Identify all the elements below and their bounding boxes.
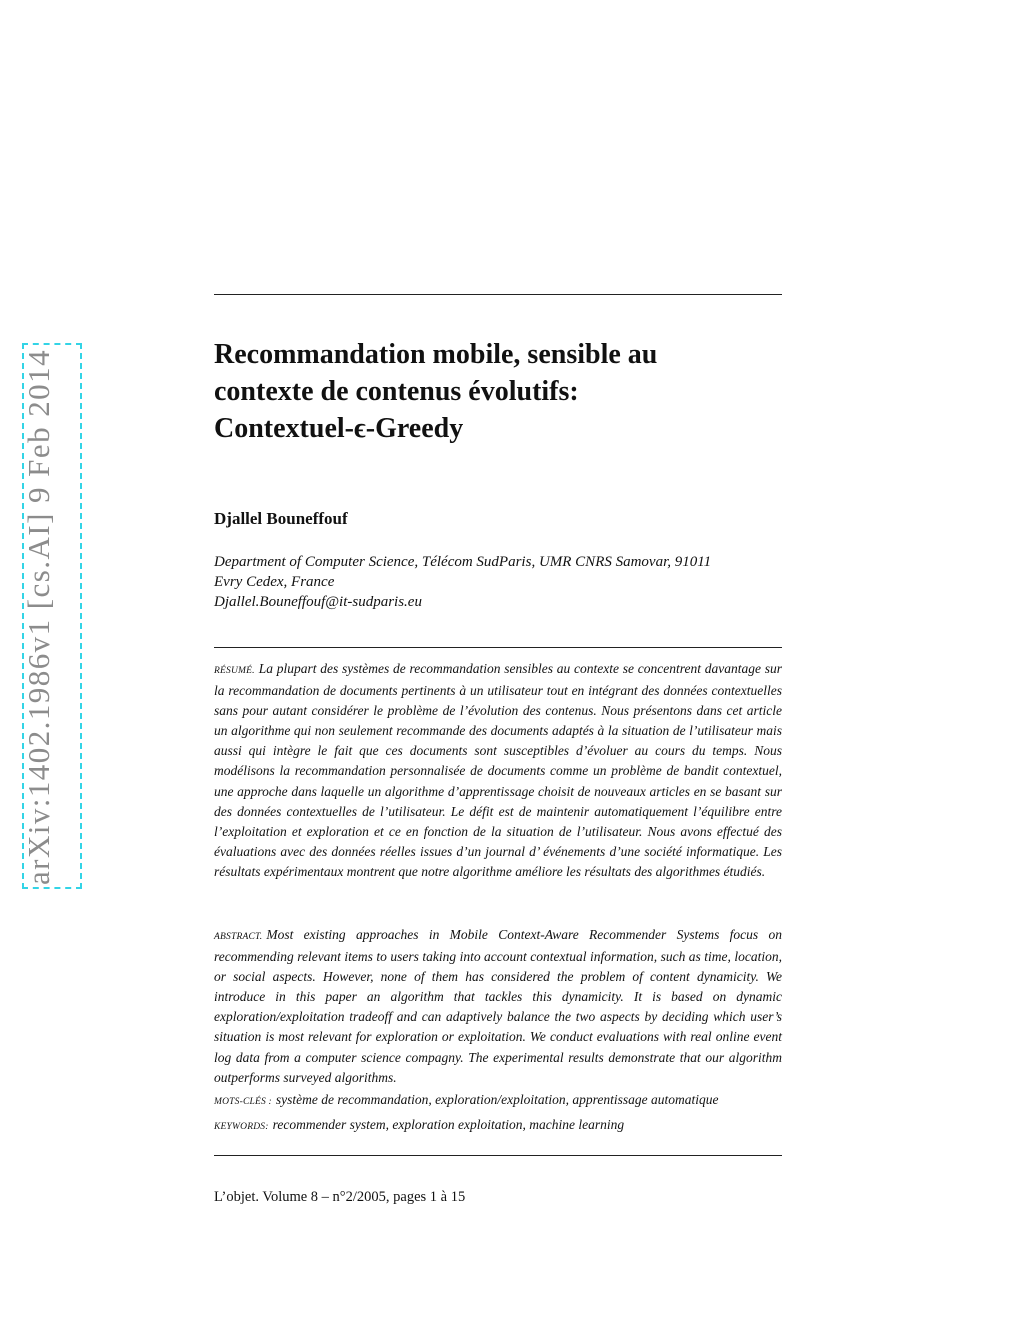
author-email: Djallel.Bouneffouf@it-sudparis.eu [214,594,422,610]
arxiv-identifier: arXiv:1402.1986v1 [cs.AI] 9 Feb 2014 [21,348,56,886]
motscles-text: système de recommandation, exploration/exploitation, apprentissage automatique [275,1092,719,1107]
title-line-1: Recommandation mobile, sensible au [214,339,658,370]
keywords-line [214,1115,782,1137]
middle-rule [214,647,782,648]
journal-citation: L’objet. Volume 8 – n°2/2005, pages 1 à 15 [214,1189,466,1205]
resume-label: RÉSUMÉ. [214,666,255,676]
motscles-line [214,1090,782,1112]
resume-paragraph [214,659,782,882]
abstract-paragraph [214,925,782,1088]
top-rule [214,294,782,295]
title-line-3: Contextuel-ϵ-Greedy [214,413,464,444]
affiliation-line-2: Evry Cedex, France [214,574,335,590]
bottom-rule [214,1155,782,1156]
title-line-2: contexte de contenus évolutifs: [214,376,579,407]
affiliation-line-1: Department of Computer Science, Télécom SudParis, UMR CNRS Samovar, 91011 [214,554,712,570]
author-affiliation [214,552,782,612]
resume-text: La plupart des systèmes de recommandation sensibles au contexte se concentrent davantage sur la recommandation de documents pertinents à un utilisateur tout en intégrant des données contextuelles sans pour autant considérer le problème de l’évolution des contenus. Nous présentons dans cet article un algorithme qui non seulement recommande des documents adaptés à la situation de l’utilisateur mais aussi qui intègre le fait que ces documents sont susceptibles d’évoluer au cours du temps. Nous modélisons la recommandation personnalisée de documents comme un problème de bandit contextuel, une approche dans laquelle un algorithme d’apprentissage choisit de nouveaux articles en se basant sur des données contextuelles de l’utilisateur. Le défit est de maintenir automatiquement l’équilibre entre l’exploitation et exploration et ce en fonction de la situation de l’utilisateur. Nous avons effectué des évaluations avec des données réelles issues d’un journal d’ événements d’une société informatique. Les résultats expérimentaux montrent que notre algorithme améliore les résultats des algorithmes étudiés. [214,661,782,879]
abstract-text: Most existing approaches in Mobile Context-Aware Recommender Systems focus on recommending relevant items to users taking into account contextual information, such as time, location, or social aspects. However, none of them has considered the problem of content dynamicity. We introduce in this paper an algorithm that tackles this dynamicity. It is based on dynamic exploration/exploitation tradeoff and can adaptively balance the two aspects by deciding which user’s situation is most relevant for exploration or exploitation. We conduct evaluations with real online event log data from a computer science compagny. The experimental results demonstrate that our algorithm outperforms surveyed algorithms. [214,927,782,1085]
abstract-label: ABSTRACT. [214,932,263,942]
keywords-text: recommender system, exploration exploitation, machine learning [272,1117,625,1132]
paper-title [214,336,782,447]
motscles-label: MOTS-CLÉS : [214,1097,272,1107]
author-name: Djallel Bouneffouf [214,509,348,528]
keywords-label: KEYWORDS: [214,1122,269,1132]
